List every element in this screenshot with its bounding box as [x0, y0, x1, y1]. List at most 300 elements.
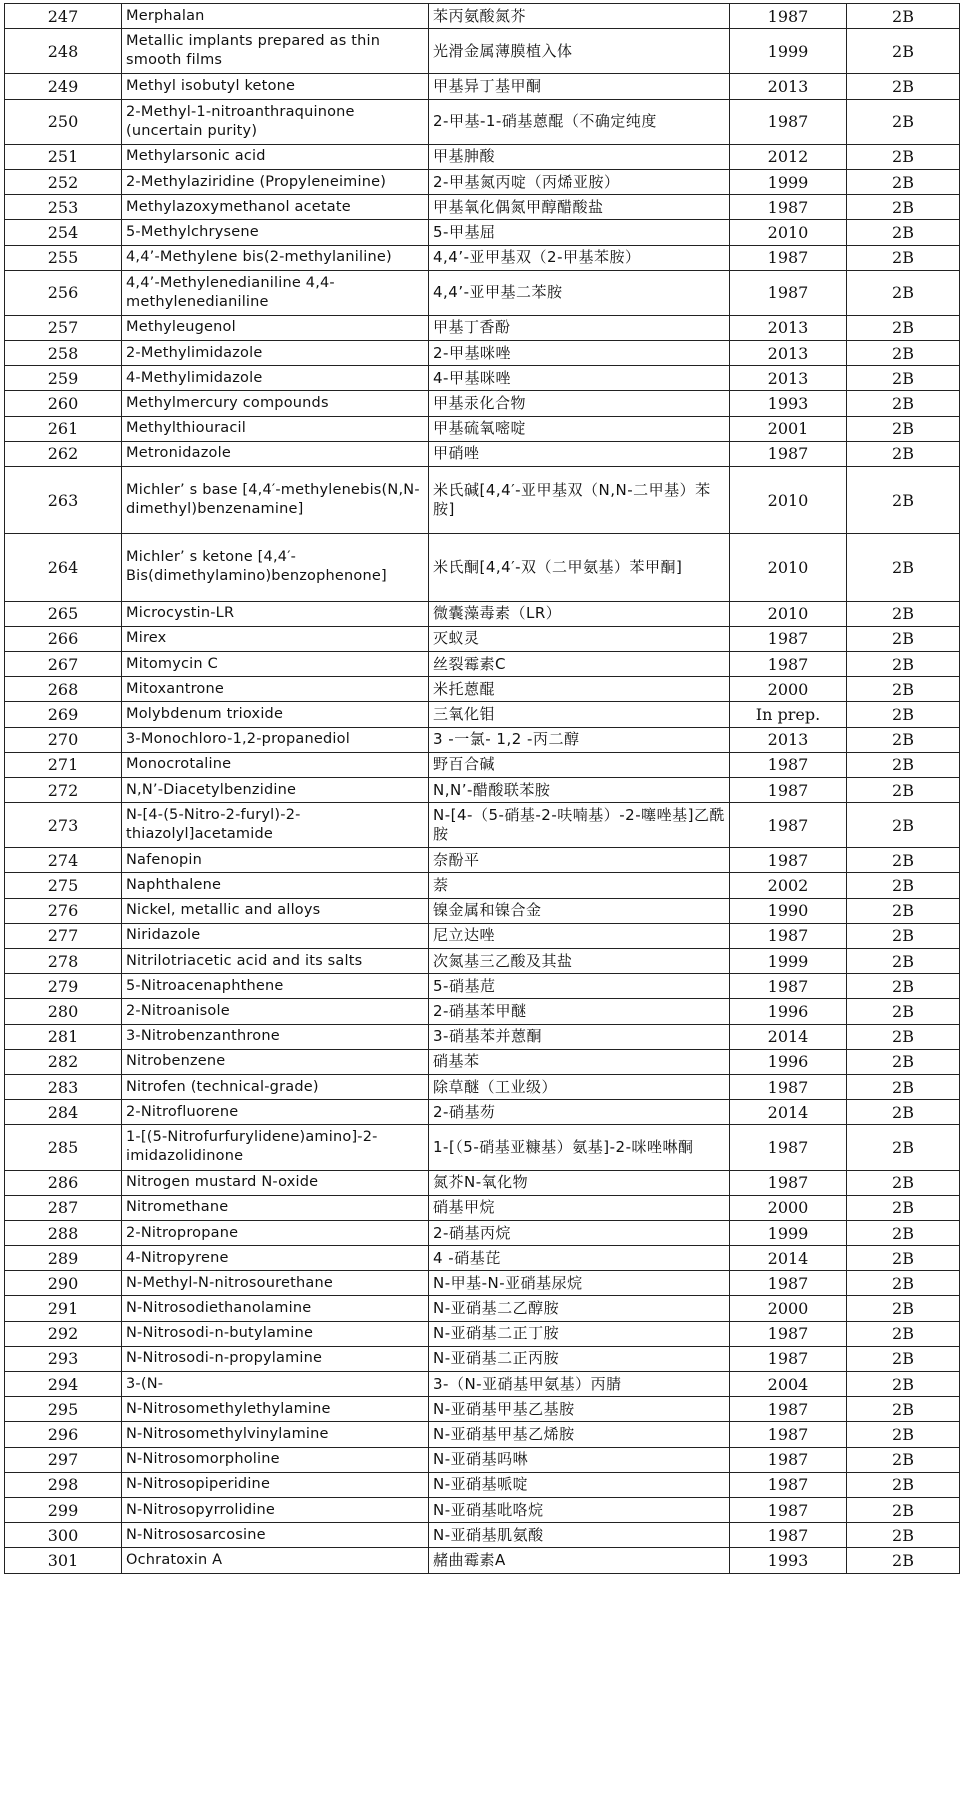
agent-name-en: 3-(N- — [122, 1372, 429, 1397]
agent-name-zh: 甲基胂酸 — [429, 144, 730, 169]
iarc-group: 2B — [847, 1195, 960, 1220]
iarc-group: 2B — [847, 245, 960, 270]
table-row — [5, 651, 960, 676]
agent-name-zh: N-亚硝基二正丁胺 — [429, 1321, 730, 1346]
evaluation-year: 2013 — [730, 366, 847, 391]
evaluation-year: 1987 — [730, 270, 847, 315]
agent-name-zh: 苯丙氨酸氮芥 — [429, 4, 730, 29]
agent-name-zh: 甲基丁香酚 — [429, 315, 730, 340]
agent-name-zh: 丝裂霉素C — [429, 651, 730, 676]
table-row — [5, 1296, 960, 1321]
evaluation-year: 1987 — [730, 1170, 847, 1195]
iarc-group: 2B — [847, 467, 960, 534]
evaluation-year: 2013 — [730, 74, 847, 99]
agent-name-zh: N-亚硝基二正丙胺 — [429, 1346, 730, 1371]
row-number: 263 — [5, 467, 122, 534]
table-row — [5, 1472, 960, 1497]
table-row — [5, 752, 960, 777]
evaluation-year: 2010 — [730, 220, 847, 245]
row-number: 275 — [5, 873, 122, 898]
iarc-group: 2B — [847, 195, 960, 220]
table-row — [5, 1346, 960, 1371]
row-number: 254 — [5, 220, 122, 245]
agent-name-en: Nafenopin — [122, 848, 429, 873]
evaluation-year: 1987 — [730, 1447, 847, 1472]
iarc-group: 2B — [847, 441, 960, 466]
agent-name-zh: 米氏碱[4,4′-亚甲基双（N,N-二甲基）苯胺] — [429, 467, 730, 534]
agent-name-en: 3-Nitrobenzanthrone — [122, 1024, 429, 1049]
evaluation-year: 1993 — [730, 1548, 847, 1573]
agent-name-en: Nitrofen (technical-grade) — [122, 1074, 429, 1099]
agent-name-zh: 野百合碱 — [429, 752, 730, 777]
iarc-group: 2B — [847, 1397, 960, 1422]
row-number: 259 — [5, 366, 122, 391]
agent-name-en: Nitromethane — [122, 1195, 429, 1220]
evaluation-year: 1987 — [730, 651, 847, 676]
iarc-group: 2B — [847, 752, 960, 777]
iarc-group: 2B — [847, 626, 960, 651]
agent-name-zh: 2-硝基苯甲醚 — [429, 999, 730, 1024]
iarc-group: 2B — [847, 1296, 960, 1321]
agent-name-en: N-Nitrosodi-n-butylamine — [122, 1321, 429, 1346]
agent-name-en: Molybdenum trioxide — [122, 702, 429, 727]
agent-name-en: 2-Methylimidazole — [122, 341, 429, 366]
table-row — [5, 873, 960, 898]
iarc-group: 2B — [847, 1497, 960, 1522]
row-number: 276 — [5, 898, 122, 923]
table-row — [5, 144, 960, 169]
row-number: 277 — [5, 923, 122, 948]
evaluation-year: 1987 — [730, 777, 847, 802]
table-row — [5, 195, 960, 220]
table-row — [5, 99, 960, 144]
agent-name-zh: 甲基异丁基甲酮 — [429, 74, 730, 99]
iarc-group: 2B — [847, 727, 960, 752]
table-row — [5, 1100, 960, 1125]
agent-name-en: N-Nitrosodi-n-propylamine — [122, 1346, 429, 1371]
row-number: 278 — [5, 949, 122, 974]
agent-name-en: 2-Nitrofluorene — [122, 1100, 429, 1125]
row-number: 300 — [5, 1523, 122, 1548]
row-number: 282 — [5, 1049, 122, 1074]
table-row — [5, 1049, 960, 1074]
agent-name-zh: 2-甲基氮丙啶（丙烯亚胺） — [429, 169, 730, 194]
evaluation-year: 1987 — [730, 1321, 847, 1346]
agent-name-en: Metallic implants prepared as thin smooth films — [122, 29, 429, 74]
row-number: 283 — [5, 1074, 122, 1099]
row-number: 268 — [5, 677, 122, 702]
agent-name-en: 4-Nitropyrene — [122, 1246, 429, 1271]
agent-name-zh: 萘 — [429, 873, 730, 898]
table-row — [5, 391, 960, 416]
agent-name-zh: 甲基硫氧嘧啶 — [429, 416, 730, 441]
table-row — [5, 974, 960, 999]
agent-name-en: Methyleugenol — [122, 315, 429, 340]
iarc-group: 2B — [847, 1472, 960, 1497]
agent-name-zh: 镍金属和镍合金 — [429, 898, 730, 923]
evaluation-year: 2002 — [730, 873, 847, 898]
agent-name-en: 3-Monochloro-1,2-propanediol — [122, 727, 429, 752]
row-number: 262 — [5, 441, 122, 466]
row-number: 253 — [5, 195, 122, 220]
row-number: 266 — [5, 626, 122, 651]
evaluation-year: 2013 — [730, 727, 847, 752]
row-number: 293 — [5, 1346, 122, 1371]
table-body — [5, 4, 960, 1574]
agent-name-en: 5-Nitroacenaphthene — [122, 974, 429, 999]
row-number: 289 — [5, 1246, 122, 1271]
agent-name-zh: 赭曲霉素A — [429, 1548, 730, 1573]
agent-name-en: 2-Methyl-1-nitroanthraquinone (uncertain purity) — [122, 99, 429, 144]
row-number: 270 — [5, 727, 122, 752]
evaluation-year: 1990 — [730, 898, 847, 923]
row-number: 269 — [5, 702, 122, 727]
agent-name-en: N-Nitrosopyrrolidine — [122, 1497, 429, 1522]
agent-name-en: Monocrotaline — [122, 752, 429, 777]
table-row — [5, 848, 960, 873]
table-row — [5, 270, 960, 315]
table-row — [5, 245, 960, 270]
row-number: 272 — [5, 777, 122, 802]
iarc-group: 2B — [847, 391, 960, 416]
row-number: 249 — [5, 74, 122, 99]
table-row — [5, 315, 960, 340]
iarc-group: 2B — [847, 534, 960, 601]
evaluation-year: 1987 — [730, 99, 847, 144]
evaluation-year: 1987 — [730, 245, 847, 270]
agent-name-zh: N-亚硝基吡咯烷 — [429, 1497, 730, 1522]
agent-name-zh: 5-甲基屈 — [429, 220, 730, 245]
agent-name-en: 2-Nitropropane — [122, 1220, 429, 1245]
iarc-group: 2B — [847, 898, 960, 923]
agent-name-en: Metronidazole — [122, 441, 429, 466]
evaluation-year: 1987 — [730, 923, 847, 948]
table-row — [5, 534, 960, 601]
iarc-group: 2B — [847, 366, 960, 391]
iarc-group: 2B — [847, 1024, 960, 1049]
agent-name-zh: 3-（N-亚硝基甲氨基）丙腈 — [429, 1372, 730, 1397]
iarc-group: 2B — [847, 1372, 960, 1397]
agent-name-zh: N-亚硝基哌啶 — [429, 1472, 730, 1497]
agent-name-en: Nitrobenzene — [122, 1049, 429, 1074]
iarc-group: 2B — [847, 1100, 960, 1125]
agent-name-en: 5-Methylchrysene — [122, 220, 429, 245]
agent-name-zh: 硝基甲烷 — [429, 1195, 730, 1220]
agent-name-en: 4,4’-Methylene bis(2-methylaniline) — [122, 245, 429, 270]
row-number: 261 — [5, 416, 122, 441]
table-row — [5, 1422, 960, 1447]
evaluation-year: 2000 — [730, 1296, 847, 1321]
table-row — [5, 74, 960, 99]
iarc-group: 2B — [847, 4, 960, 29]
iarc-group: 2B — [847, 777, 960, 802]
row-number: 264 — [5, 534, 122, 601]
table-row — [5, 1125, 960, 1170]
iarc-group: 2B — [847, 341, 960, 366]
agent-name-zh: 米氏酮[4,4′-双（二甲氨基）苯甲酮] — [429, 534, 730, 601]
iarc-group: 2B — [847, 29, 960, 74]
table-row — [5, 1523, 960, 1548]
evaluation-year: 1987 — [730, 1074, 847, 1099]
agent-name-zh: N-甲基-N-亚硝基尿烷 — [429, 1271, 730, 1296]
iarc-group: 2B — [847, 220, 960, 245]
agent-name-zh: 2-甲基-1-硝基蒽醌（不确定纯度 — [429, 99, 730, 144]
iarc-group: 2B — [847, 848, 960, 873]
iarc-group: 2B — [847, 601, 960, 626]
agent-name-zh: 4 -硝基芘 — [429, 1246, 730, 1271]
table-row — [5, 4, 960, 29]
agent-name-zh: 2-硝基芴 — [429, 1100, 730, 1125]
agent-name-zh: 三氧化钼 — [429, 702, 730, 727]
evaluation-year: 1987 — [730, 1497, 847, 1522]
row-number: 286 — [5, 1170, 122, 1195]
iarc-group: 2B — [847, 1346, 960, 1371]
table-row — [5, 1372, 960, 1397]
row-number: 265 — [5, 601, 122, 626]
row-number: 294 — [5, 1372, 122, 1397]
row-number: 247 — [5, 4, 122, 29]
row-number: 250 — [5, 99, 122, 144]
agent-name-en: N-[4-(5-Nitro-2-furyl)-2-thiazolyl]acetamide — [122, 803, 429, 848]
row-number: 301 — [5, 1548, 122, 1573]
iarc-group: 2B — [847, 1074, 960, 1099]
table-row — [5, 702, 960, 727]
agent-name-en: Mitoxantrone — [122, 677, 429, 702]
row-number: 273 — [5, 803, 122, 848]
table-row — [5, 1246, 960, 1271]
row-number: 260 — [5, 391, 122, 416]
agent-name-zh: 1-[（5-硝基亚糠基）氨基]-2-咪唑啉酮 — [429, 1125, 730, 1170]
evaluation-year: 1999 — [730, 169, 847, 194]
iarc-group: 2B — [847, 416, 960, 441]
table-row — [5, 1074, 960, 1099]
iarc-group: 2B — [847, 803, 960, 848]
table-row — [5, 1397, 960, 1422]
evaluation-year: 1999 — [730, 29, 847, 74]
evaluation-year: 1996 — [730, 1049, 847, 1074]
agent-name-en: Michler’ s ketone [4,4′-Bis(dimethylamino)benzophenone] — [122, 534, 429, 601]
agent-name-zh: N-亚硝基吗啉 — [429, 1447, 730, 1472]
iarc-group: 2B — [847, 270, 960, 315]
evaluation-year: 2010 — [730, 601, 847, 626]
agent-name-zh: 3-硝基苯并蒽酮 — [429, 1024, 730, 1049]
row-number: 257 — [5, 315, 122, 340]
row-number: 284 — [5, 1100, 122, 1125]
row-number: 281 — [5, 1024, 122, 1049]
evaluation-year: 1987 — [730, 1523, 847, 1548]
evaluation-year: 1987 — [730, 974, 847, 999]
row-number: 279 — [5, 974, 122, 999]
agent-name-en: 4,4’-Methylenedianiline 4,4-methylenedianiline — [122, 270, 429, 315]
evaluation-year: 1987 — [730, 195, 847, 220]
evaluation-year: 2014 — [730, 1024, 847, 1049]
iarc-group: 2B — [847, 974, 960, 999]
agent-name-zh: 氮芥N-氧化物 — [429, 1170, 730, 1195]
iarc-group: 2B — [847, 1548, 960, 1573]
evaluation-year: 2010 — [730, 534, 847, 601]
agent-name-en: N-Nitrosomethylethylamine — [122, 1397, 429, 1422]
iarc-group: 2B — [847, 1271, 960, 1296]
iarc-group: 2B — [847, 949, 960, 974]
table-row — [5, 999, 960, 1024]
iarc-group: 2B — [847, 1246, 960, 1271]
evaluation-year: 1999 — [730, 949, 847, 974]
agent-name-en: N,N’-Diacetylbenzidine — [122, 777, 429, 802]
agent-name-en: Methylarsonic acid — [122, 144, 429, 169]
table-row — [5, 727, 960, 752]
agent-name-en: 2-Methylaziridine (Propyleneimine) — [122, 169, 429, 194]
agent-name-zh: N-亚硝基甲基乙基胺 — [429, 1397, 730, 1422]
row-number: 291 — [5, 1296, 122, 1321]
row-number: 297 — [5, 1447, 122, 1472]
iarc-group: 2B — [847, 99, 960, 144]
evaluation-year: 1987 — [730, 848, 847, 873]
table-row — [5, 677, 960, 702]
table-row — [5, 366, 960, 391]
agent-name-zh: 4-甲基咪唑 — [429, 366, 730, 391]
agent-name-zh: N-亚硝基二乙醇胺 — [429, 1296, 730, 1321]
agent-name-zh: 尼立达唑 — [429, 923, 730, 948]
row-number: 299 — [5, 1497, 122, 1522]
row-number: 290 — [5, 1271, 122, 1296]
table-row — [5, 1447, 960, 1472]
agent-name-en: Naphthalene — [122, 873, 429, 898]
table-row — [5, 416, 960, 441]
agent-name-zh: 4,4’-亚甲基二苯胺 — [429, 270, 730, 315]
table-row — [5, 1321, 960, 1346]
iarc-group: 2B — [847, 677, 960, 702]
evaluation-year: 1993 — [730, 391, 847, 416]
evaluation-year: 1987 — [730, 1472, 847, 1497]
evaluation-year: 2013 — [730, 341, 847, 366]
row-number: 251 — [5, 144, 122, 169]
evaluation-year: 1996 — [730, 999, 847, 1024]
agent-name-en: Methylmercury compounds — [122, 391, 429, 416]
agent-name-zh: 次氮基三乙酸及其盐 — [429, 949, 730, 974]
agent-name-en: Nickel, metallic and alloys — [122, 898, 429, 923]
agent-name-zh: 硝基苯 — [429, 1049, 730, 1074]
agent-name-zh: 奈酚平 — [429, 848, 730, 873]
agent-name-en: Microcystin-LR — [122, 601, 429, 626]
agent-name-zh: 除草醚（工业级） — [429, 1074, 730, 1099]
evaluation-year: 2000 — [730, 677, 847, 702]
evaluation-year: 2000 — [730, 1195, 847, 1220]
agent-name-en: Methyl isobutyl ketone — [122, 74, 429, 99]
row-number: 256 — [5, 270, 122, 315]
row-number: 258 — [5, 341, 122, 366]
evaluation-year: 1987 — [730, 1125, 847, 1170]
table-row — [5, 341, 960, 366]
iarc-group: 2B — [847, 1447, 960, 1472]
table-row — [5, 1195, 960, 1220]
table-row — [5, 1024, 960, 1049]
evaluation-year: 1999 — [730, 1220, 847, 1245]
agent-name-zh: 灭蚁灵 — [429, 626, 730, 651]
agent-name-en: Niridazole — [122, 923, 429, 948]
table-row — [5, 949, 960, 974]
agent-name-en: Methylazoxymethanol acetate — [122, 195, 429, 220]
agent-name-en: N-Nitrosodiethanolamine — [122, 1296, 429, 1321]
row-number: 287 — [5, 1195, 122, 1220]
evaluation-year: 1987 — [730, 803, 847, 848]
agent-name-en: N-Nitrosopiperidine — [122, 1472, 429, 1497]
agent-name-zh: 甲基氧化偶氮甲醇醋酸盐 — [429, 195, 730, 220]
agent-name-en: Mirex — [122, 626, 429, 651]
iarc-group: 2B — [847, 923, 960, 948]
row-number: 296 — [5, 1422, 122, 1447]
iarc-group: 2B — [847, 1125, 960, 1170]
row-number: 271 — [5, 752, 122, 777]
table-row — [5, 1548, 960, 1573]
iarc-group: 2B — [847, 144, 960, 169]
evaluation-year: 1987 — [730, 1346, 847, 1371]
agent-name-zh: 2-甲基咪唑 — [429, 341, 730, 366]
agent-name-en: Michler’ s base [4,4′-methylenebis(N,N-dimethyl)benzenamine] — [122, 467, 429, 534]
agent-name-en: Merphalan — [122, 4, 429, 29]
agent-name-zh: N-亚硝基甲基乙烯胺 — [429, 1422, 730, 1447]
evaluation-year: 2013 — [730, 315, 847, 340]
agent-name-en: N-Nitrosomorpholine — [122, 1447, 429, 1472]
evaluation-year: 1987 — [730, 1397, 847, 1422]
iarc-group: 2B — [847, 315, 960, 340]
iarc-group: 2B — [847, 1220, 960, 1245]
table-row — [5, 169, 960, 194]
agent-name-zh: N,N’-醋酸联苯胺 — [429, 777, 730, 802]
evaluation-year: 2004 — [730, 1372, 847, 1397]
agent-name-en: Methylthiouracil — [122, 416, 429, 441]
row-number: 280 — [5, 999, 122, 1024]
table-row — [5, 923, 960, 948]
row-number: 252 — [5, 169, 122, 194]
agent-name-en: 1-[(5-Nitrofurfurylidene)amino]-2-imidazolidinone — [122, 1125, 429, 1170]
agent-name-en: Mitomycin C — [122, 651, 429, 676]
table-row — [5, 1271, 960, 1296]
agent-name-en: N-Nitrosomethylvinylamine — [122, 1422, 429, 1447]
iarc-group: 2B — [847, 169, 960, 194]
agent-name-zh: 4,4’-亚甲基双（2-甲基苯胺） — [429, 245, 730, 270]
agent-name-en: Nitrilotriacetic acid and its salts — [122, 949, 429, 974]
agent-name-en: N-Methyl-N-nitrosourethane — [122, 1271, 429, 1296]
iarc-group: 2B — [847, 1422, 960, 1447]
agent-name-en: 2-Nitroanisole — [122, 999, 429, 1024]
table-row — [5, 626, 960, 651]
row-number: 248 — [5, 29, 122, 74]
table-row — [5, 467, 960, 534]
table-row — [5, 803, 960, 848]
evaluation-year: 1987 — [730, 626, 847, 651]
table-row — [5, 1497, 960, 1522]
table-row — [5, 898, 960, 923]
evaluation-year: 2012 — [730, 144, 847, 169]
agent-name-zh: 甲硝唑 — [429, 441, 730, 466]
iarc-group: 2B — [847, 873, 960, 898]
iarc-group: 2B — [847, 999, 960, 1024]
iarc-group: 2B — [847, 651, 960, 676]
row-number: 274 — [5, 848, 122, 873]
agent-name-zh: 光滑金属薄膜植入体 — [429, 29, 730, 74]
evaluation-year: 1987 — [730, 4, 847, 29]
agent-name-en: 4-Methylimidazole — [122, 366, 429, 391]
table-row — [5, 220, 960, 245]
evaluation-year: 2010 — [730, 467, 847, 534]
row-number: 285 — [5, 1125, 122, 1170]
row-number: 255 — [5, 245, 122, 270]
iarc-group: 2B — [847, 1523, 960, 1548]
agent-name-zh: 5-硝基苊 — [429, 974, 730, 999]
iarc-group: 2B — [847, 1170, 960, 1195]
iarc-group: 2B — [847, 702, 960, 727]
agent-name-en: N-Nitrososarcosine — [122, 1523, 429, 1548]
